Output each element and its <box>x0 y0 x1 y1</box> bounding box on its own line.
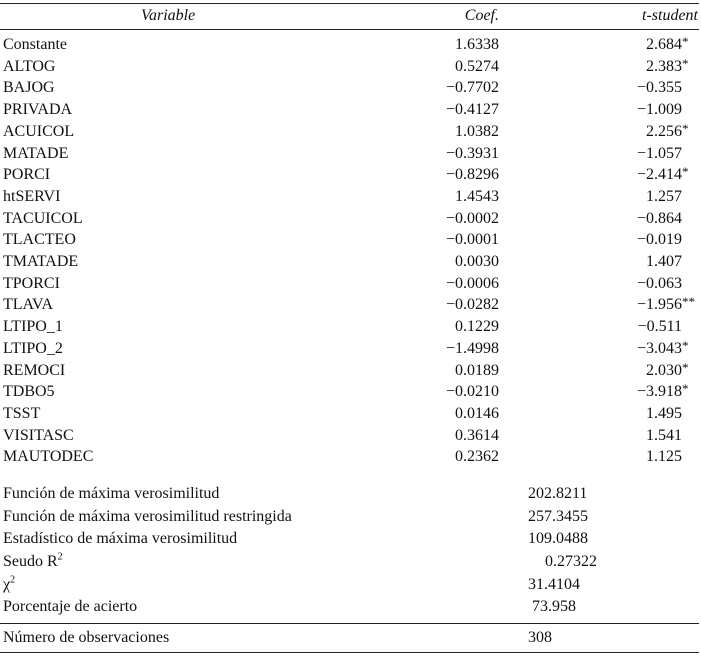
table-row <box>0 316 701 338</box>
t-student-value: 1.407 <box>646 253 682 270</box>
table-row <box>0 164 701 186</box>
t-student-cell <box>620 186 682 208</box>
stat-label-text: χ <box>3 576 11 593</box>
table-row <box>0 143 701 165</box>
t-student-value: 2.256 <box>646 122 682 140</box>
variable-name: TSST <box>3 404 41 422</box>
t-student-cell <box>620 294 695 316</box>
significance-marker: * <box>682 359 689 375</box>
stat-label-text: Porcentaje de acierto <box>3 598 138 615</box>
stat-value: 31.4104 <box>528 576 580 593</box>
t-student-cell <box>620 208 682 230</box>
t-student-value: −0.355 <box>636 79 682 97</box>
t-student-value: −1.057 <box>636 144 682 162</box>
t-student-value: 1.257 <box>646 187 682 205</box>
t-student-cell <box>620 381 689 403</box>
variable-name: TDBO5 <box>3 383 55 401</box>
t-student-cell <box>620 251 682 273</box>
observations-value: 308 <box>528 629 552 646</box>
variable-name: TACUICOL <box>3 209 83 227</box>
significance-marker: * <box>682 120 689 136</box>
t-student-cell <box>620 164 689 186</box>
t-student-cell <box>620 273 682 295</box>
table-row <box>0 403 701 425</box>
t-student-cell <box>620 229 682 251</box>
variable-name: htSERVI <box>3 187 61 205</box>
variable-name: VISITASC <box>3 426 74 444</box>
table-row <box>0 446 701 468</box>
t-student-cell <box>620 120 689 143</box>
significance-marker: * <box>682 34 689 49</box>
table-row <box>0 338 701 360</box>
significance-marker: * <box>682 164 689 180</box>
significance-marker: * <box>682 55 689 71</box>
variable-name: Constante <box>3 36 67 53</box>
variable-name: BAJOG <box>3 79 55 97</box>
stat-row <box>0 596 701 618</box>
t-student-value: 2.030 <box>646 361 682 379</box>
t-student-value: 1.125 <box>646 448 682 466</box>
table-row <box>0 229 701 251</box>
stat-label <box>3 574 15 596</box>
observations-row <box>0 627 701 649</box>
significance-marker: ** <box>682 294 695 310</box>
bottom-rule <box>0 652 699 653</box>
stat-label-superscript: 2 <box>10 574 16 586</box>
t-student-value: −3.918 <box>636 383 682 401</box>
coef-value: 1.6338 <box>455 36 499 53</box>
stat-row <box>0 506 701 528</box>
variable-name: PRIVADA <box>3 101 73 119</box>
coef-value: −0.0001 <box>445 231 499 249</box>
coef-value: 0.0189 <box>455 361 499 379</box>
t-student-value: −1.009 <box>636 101 682 119</box>
stat-label <box>3 596 137 618</box>
stat-label <box>3 506 292 528</box>
coef-value: 0.0146 <box>455 404 499 422</box>
t-student-cell <box>620 55 689 78</box>
table-row <box>0 208 701 230</box>
table-row <box>0 273 701 295</box>
t-student-value: 2.684 <box>646 36 682 53</box>
header-coef: Coef. <box>464 7 499 24</box>
variable-name: MAUTODEC <box>3 448 94 466</box>
variable-name: ALTOG <box>3 57 56 75</box>
coef-value: 1.4543 <box>455 187 499 205</box>
stat-label-text: Función de máxima verosimilitud restringida <box>3 508 292 525</box>
stat-label-text: Seudo R <box>3 553 58 570</box>
table-row <box>0 294 701 316</box>
stat-label <box>3 483 219 505</box>
t-student-value: 2.383 <box>646 57 682 75</box>
stat-value: 257.3455 <box>528 508 588 525</box>
stat-label-text: Función de máxima verosimilitud <box>3 485 220 502</box>
t-student-cell <box>620 359 689 382</box>
stat-row <box>0 528 701 550</box>
stats-rule <box>0 623 699 624</box>
t-student-value: 1.495 <box>646 404 682 422</box>
stat-label <box>3 551 63 573</box>
t-student-value: −2.414 <box>636 166 682 184</box>
coef-value: −0.3931 <box>445 144 499 162</box>
t-student-cell <box>620 403 682 425</box>
variable-name: LTIPO_1 <box>3 318 63 336</box>
coef-value: −0.4127 <box>445 101 499 119</box>
t-student-cell <box>620 446 682 468</box>
variable-name: ACUICOL <box>3 122 75 140</box>
t-student-value: −0.063 <box>636 274 682 292</box>
stat-label-superscript: 2 <box>57 551 63 563</box>
table-row <box>0 121 701 143</box>
variable-name: PORCI <box>3 166 51 184</box>
header-rule <box>0 29 699 30</box>
coef-value: 0.0030 <box>455 253 499 270</box>
stat-value: 73.958 <box>532 598 576 615</box>
stat-label <box>3 528 237 550</box>
t-student-cell <box>620 425 682 447</box>
t-student-cell <box>620 143 682 165</box>
variable-name: REMOCI <box>3 361 66 379</box>
t-student-value: −0.019 <box>636 231 682 249</box>
coef-value: −0.8296 <box>445 166 499 184</box>
table-row <box>0 99 701 121</box>
t-student-cell <box>620 316 682 338</box>
coef-value: 0.3614 <box>455 426 499 444</box>
coef-value: 1.0382 <box>455 122 499 140</box>
table-row <box>0 381 701 403</box>
significance-marker: * <box>682 381 689 397</box>
coef-value: −0.0002 <box>445 209 499 227</box>
t-student-value: 1.541 <box>646 426 682 444</box>
variable-name: LTIPO_2 <box>3 339 63 357</box>
stat-row <box>0 574 701 596</box>
coef-value: −1.4998 <box>445 339 499 357</box>
table-row <box>0 251 701 273</box>
table-row <box>0 360 701 382</box>
header-variable: Variable <box>141 7 196 24</box>
coef-value: −0.7702 <box>445 79 499 97</box>
variable-name: TLACTEO <box>3 231 76 249</box>
t-student-cell <box>620 337 689 360</box>
stat-value: 0.27322 <box>545 553 597 570</box>
stat-value: 202.8211 <box>528 485 588 502</box>
coef-value: 0.1229 <box>455 318 499 336</box>
table-row <box>0 186 701 208</box>
significance-marker: * <box>682 337 689 353</box>
t-student-cell <box>620 34 689 56</box>
variable-name: TPORCI <box>3 274 60 292</box>
variable-name: MATADE <box>3 144 69 162</box>
observations-label: Número de observaciones <box>3 629 170 646</box>
table-header <box>0 5 701 27</box>
variable-name: TMATADE <box>3 253 79 270</box>
t-student-value: −1.956 <box>636 296 682 314</box>
stat-value: 109.0488 <box>528 530 588 547</box>
coef-value: 0.2362 <box>455 448 499 466</box>
coef-value: −0.0210 <box>445 383 499 401</box>
coef-value: 0.5274 <box>455 57 499 75</box>
table-row <box>0 56 701 78</box>
t-student-value: −0.511 <box>637 318 682 336</box>
table-row <box>0 425 701 447</box>
t-student-value: −0.864 <box>636 209 682 227</box>
coef-value: −0.0006 <box>445 274 499 292</box>
coef-value: −0.0282 <box>445 296 499 314</box>
stat-row <box>0 483 701 505</box>
table-row <box>0 77 701 99</box>
variable-name: TLAVA <box>3 296 54 314</box>
header-t-student: t-student <box>642 7 698 24</box>
stat-label-text: Estadístico de máxima verosimilitud <box>3 530 238 547</box>
t-student-cell <box>620 99 682 121</box>
t-student-value: −3.043 <box>636 339 682 357</box>
stat-row <box>0 551 701 573</box>
top-rule <box>0 3 699 4</box>
table-row <box>0 34 701 56</box>
t-student-cell <box>620 77 682 99</box>
